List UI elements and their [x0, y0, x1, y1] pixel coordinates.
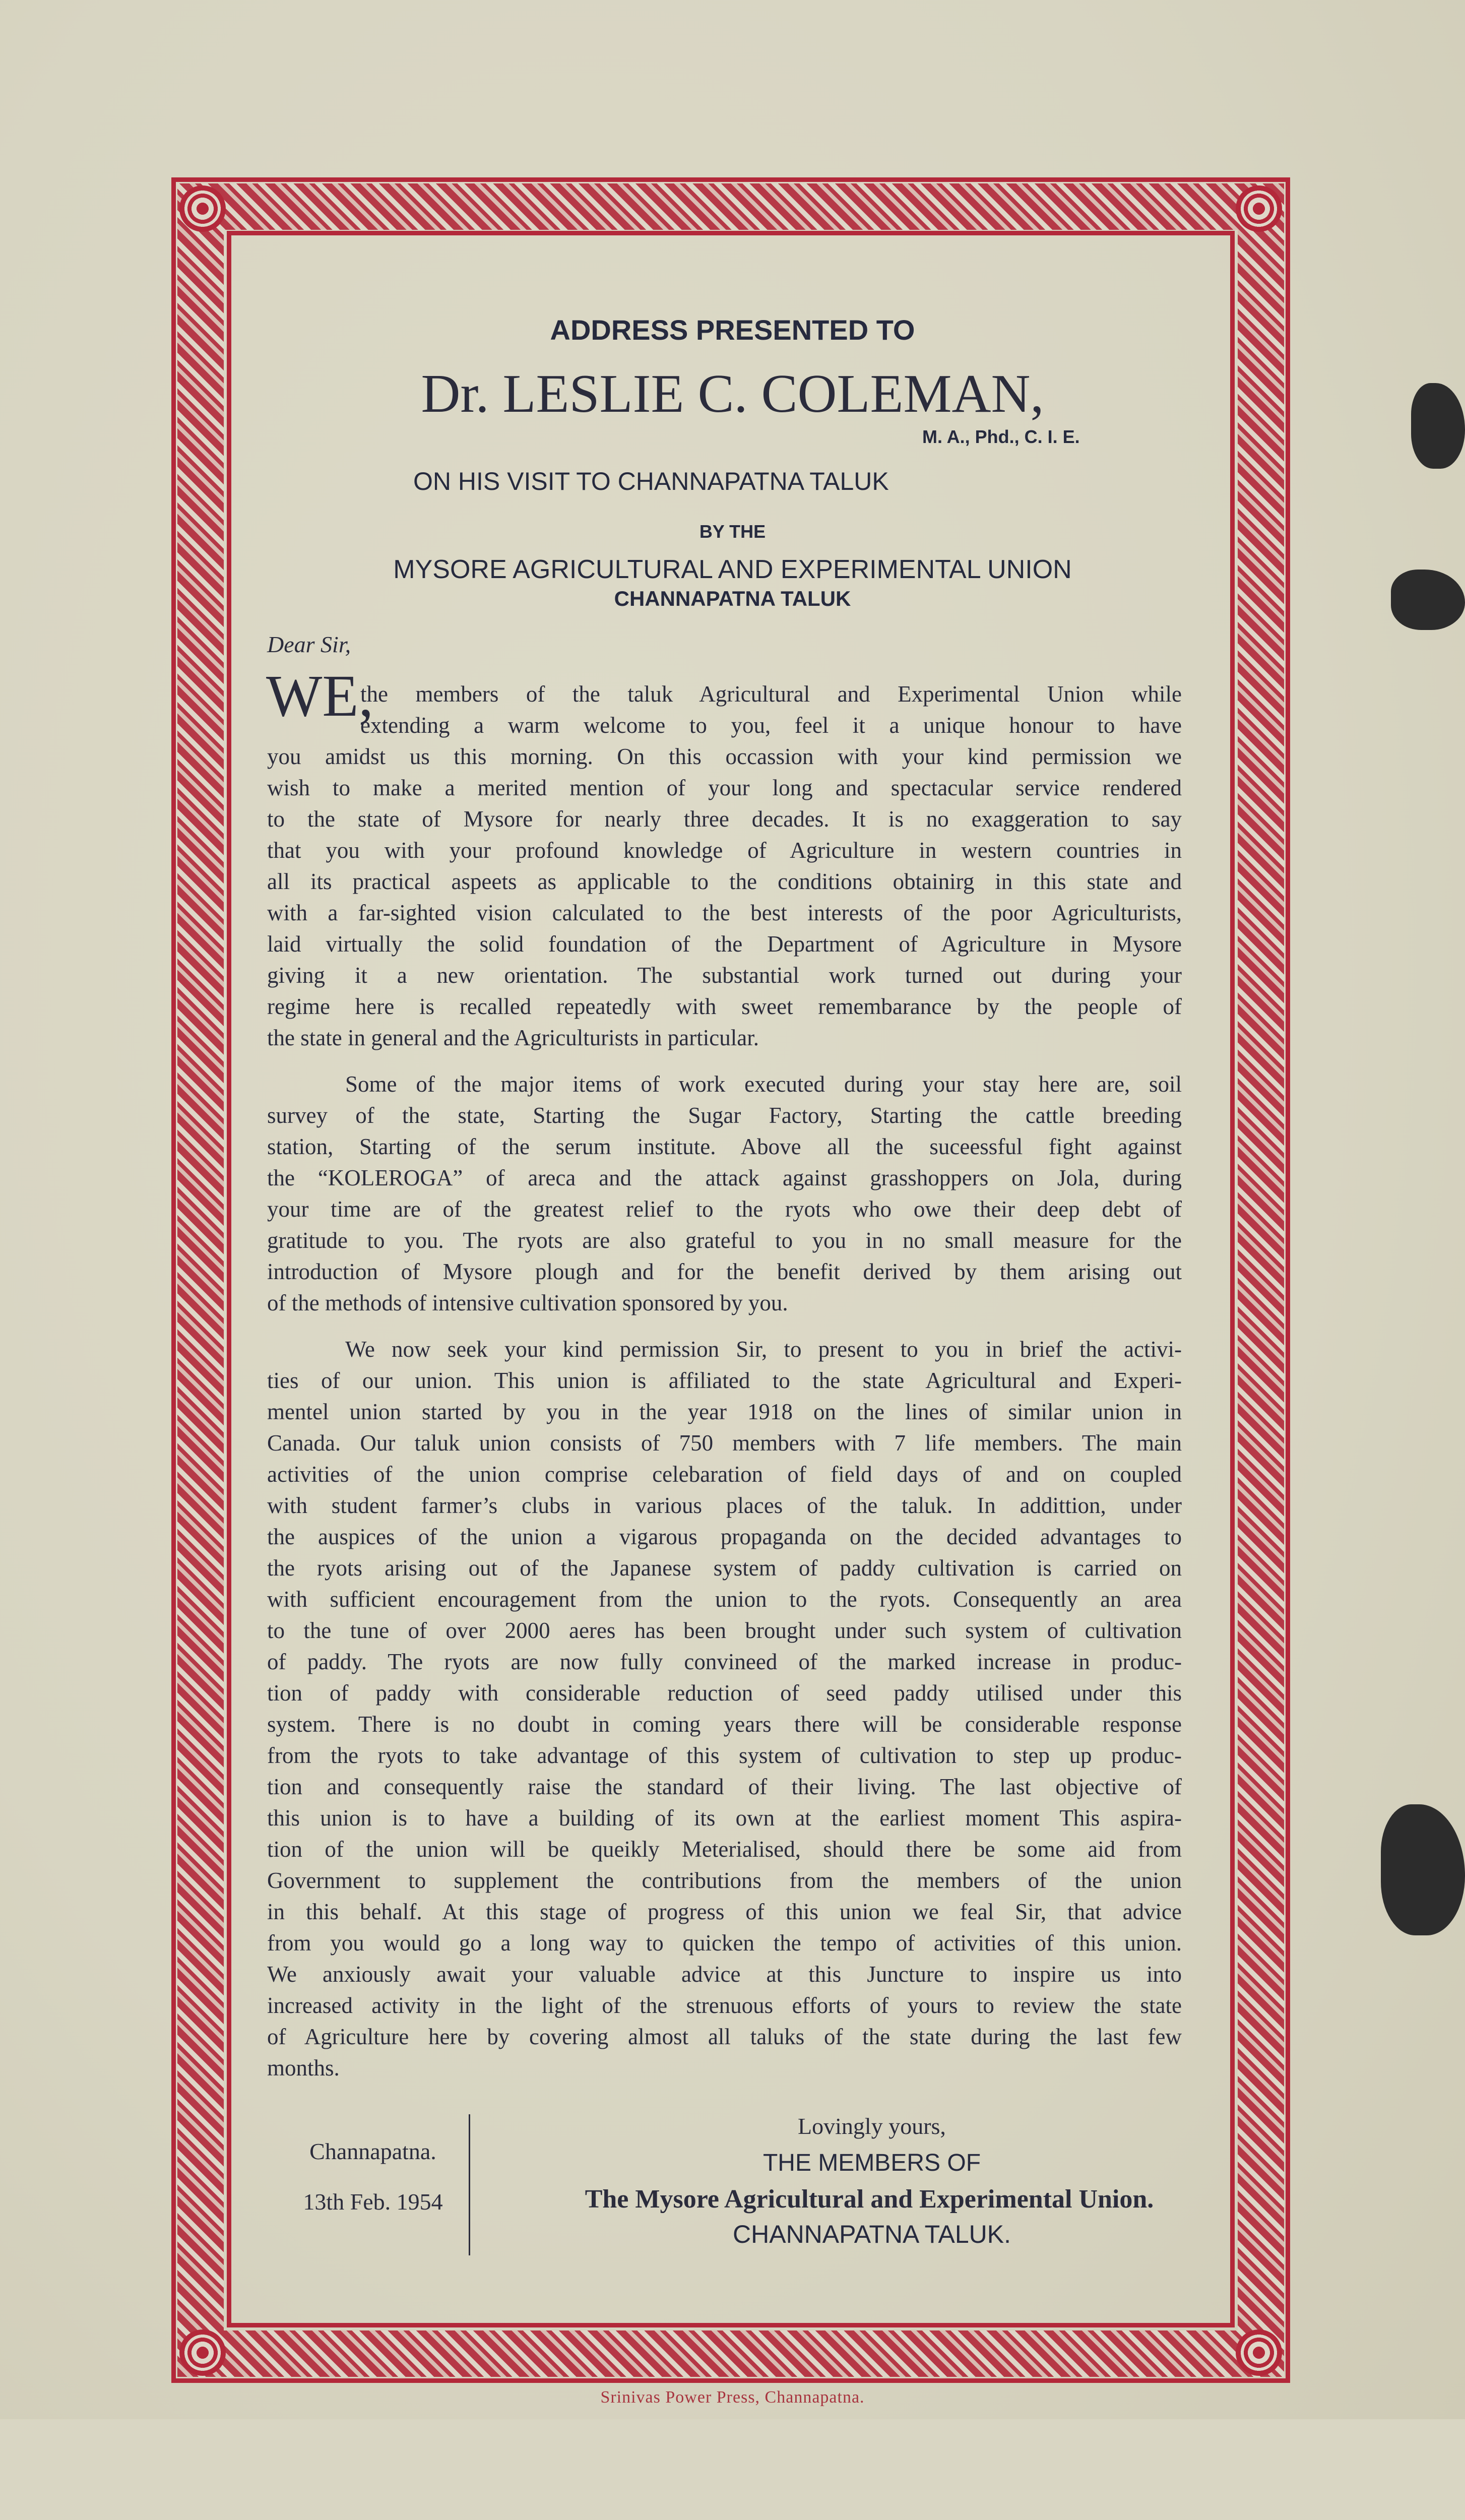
- text-line: the auspices of the union a vigarous propaganda on the decided advantages to: [267, 1524, 1182, 1549]
- text-line: ties of our union. This union is affiliated to the state Agricultural and Experi-: [267, 1368, 1182, 1393]
- text-line: your time are of the greatest relief to the ryots who owe their deep debt of: [267, 1196, 1182, 1222]
- recipient-degrees: M. A., Phd., C. I. E.: [922, 426, 1080, 447]
- visit-subtitle: ON HIS VISIT TO CHANNAPATNA TALUK: [413, 467, 889, 495]
- text-line: the state in general and the Agriculturists in particular.: [267, 1025, 759, 1050]
- taluk-heading: CHANNAPATNA TALUK: [614, 587, 851, 610]
- text-line: of paddy. The ryots are now fully convineed of the marked increase in produc-: [267, 1649, 1182, 1674]
- union-name-heading: MYSORE AGRICULTURAL AND EXPERIMENTAL UNION: [393, 555, 1072, 584]
- text-line: of the methods of intensive cultivation sponsored by you.: [267, 1290, 788, 1315]
- text-line: increased activity in the light of the strenuous efforts of yours to review the state: [267, 1993, 1182, 2018]
- recipient-name: Dr. LESLIE C. COLEMAN,: [421, 364, 1044, 424]
- text-line: of Agriculture here by covering almost all taluks of the state during the last few: [267, 2024, 1182, 2049]
- text-line: all its practical aspeets as applicable to the conditions obtainirg in this state and: [267, 869, 1182, 894]
- printer-imprint: Srinivas Power Press, Channapatna.: [600, 2388, 865, 2407]
- text-line: We anxiously await your valuable advice at this Juncture to inspire us into: [267, 1962, 1182, 1987]
- text-line: mentel union started by you in the year 1918 on the lines of similar union in: [267, 1399, 1182, 1424]
- text-line: this union is to have a building of its own at the earliest moment This aspira-: [267, 1805, 1182, 1831]
- text-line: extending a warm welcome to you, feel it a unique honour to have: [360, 713, 1182, 738]
- text-line: activities of the union comprise celebaration of field days of and on coupled: [267, 1462, 1182, 1487]
- closing-place: Channapatna.: [309, 2138, 436, 2164]
- text-line: Some of the major items of work executed during your stay here are, soil: [345, 1072, 1182, 1097]
- signatory-organization: The Mysore Agricultural and Experimental Union.: [585, 2185, 1154, 2214]
- text-line: giving it a new orientation. The substantial work turned out during your: [267, 963, 1182, 988]
- address-presented-heading: ADDRESS PRESENTED TO: [550, 314, 915, 346]
- text-line: regime here is recalled repeatedly with sweet remembarance by the people of: [267, 994, 1182, 1019]
- text-line: that you with your profound knowledge of Agriculture in western countries in: [267, 838, 1182, 863]
- corner-rosette-icon: [1236, 185, 1282, 232]
- text-line: station, Starting of the serum institute. Above all the suceessful fight against: [267, 1134, 1182, 1159]
- text-line: with sufficient encouragement from the union to the ryots. Consequently an area: [267, 1587, 1182, 1612]
- text-line: Government to supplement the contributions from the members of the union: [267, 1868, 1182, 1893]
- text-line: with a far-sighted vision calculated to the best interests of the poor Agriculturists,: [267, 900, 1182, 925]
- text-line: the ryots arising out of the Japanese system of paddy cultivation is carried on: [267, 1555, 1182, 1581]
- text-line: to the tune of over 2000 aeres has been brought under such system of cultivation: [267, 1618, 1182, 1643]
- closing-date: 13th Feb. 1954: [303, 2189, 443, 2215]
- text-line: wish to make a merited mention of your long and spectacular service rendered: [267, 775, 1182, 800]
- text-line: laid virtually the solid foundation of the Department of Agriculture in Mysore: [267, 931, 1182, 957]
- text-line: tion and consequently raise the standard of their living. The last objective of: [267, 1774, 1182, 1799]
- text-line: the members of the taluk Agricultural and Experimental Union while: [360, 681, 1182, 707]
- text-line: gratitude to you. The ryots are also grateful to you in no small measure for the: [267, 1228, 1182, 1253]
- corner-rosette-icon: [1236, 2329, 1282, 2376]
- paper-damage: [1381, 1804, 1465, 1935]
- drop-cap: WE,: [266, 663, 373, 729]
- text-line: months.: [267, 2055, 340, 2081]
- text-line: from you would go a long way to quicken the tempo of activities of this union.: [267, 1930, 1182, 1956]
- brace-divider: [469, 2114, 473, 2255]
- members-of-label: THE MEMBERS OF: [762, 2150, 981, 2176]
- text-line: from the ryots to take advantage of this system of cultivation to step up produc-: [267, 1743, 1182, 1768]
- text-line: introduction of Mysore plough and for the benefit derived by them arising out: [267, 1259, 1182, 1284]
- by-the-label: BY THE: [699, 521, 766, 542]
- text-line: survey of the state, Starting the Sugar Factory, Starting the cattle breeding: [267, 1103, 1182, 1128]
- corner-rosette-icon: [179, 2329, 226, 2376]
- text-line: Canada. Our taluk union consists of 750 members with 7 life members. The main: [267, 1430, 1182, 1456]
- valediction: Lovingly yours,: [798, 2113, 946, 2139]
- signatory-taluk: CHANNAPATNA TALUK.: [733, 2220, 1011, 2248]
- text-line: We now seek your kind permission Sir, to present to you in brief the activi-: [345, 1337, 1182, 1362]
- salutation: Dear Sir,: [267, 632, 351, 657]
- text-line: in this behalf. At this stage of progress of this union we feal Sir, that advice: [267, 1899, 1182, 1924]
- text-line: the “KOLEROGA” of areca and the attack against grasshoppers on Jola, during: [267, 1165, 1182, 1190]
- text-line: system. There is no doubt in coming years there will be considerable response: [267, 1712, 1182, 1737]
- text-line: you amidst us this morning. On this occassion with your kind permission we: [267, 744, 1182, 769]
- corner-rosette-icon: [179, 185, 226, 232]
- text-line: tion of the union will be queikly Meterialised, should there be some aid from: [267, 1837, 1182, 1862]
- text-line: tion of paddy with considerable reduction of seed paddy utilised under this: [267, 1680, 1182, 1706]
- text-line: with student farmer’s clubs in various places of the taluk. In addittion, under: [267, 1493, 1182, 1518]
- text-line: to the state of Mysore for nearly three decades. It is no exaggeration to say: [267, 806, 1182, 832]
